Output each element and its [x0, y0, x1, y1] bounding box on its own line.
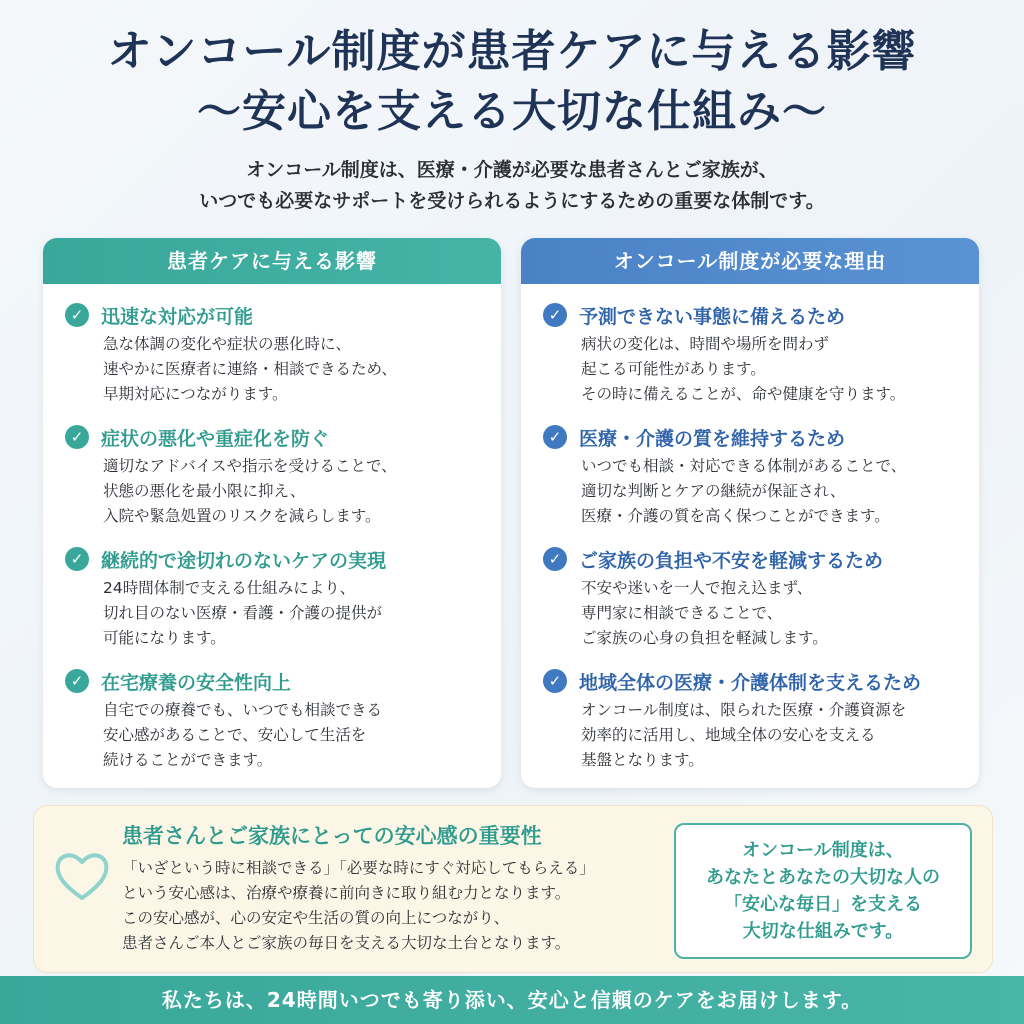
body-line: 患者さんご本人とご家族の毎日を支える大切な土台となります。	[122, 934, 571, 952]
check-circle-icon: ✓	[65, 669, 89, 693]
body-line: 医療・介護の質を高く保つことができます。	[581, 507, 890, 525]
reason-item-title: ご家族の負担や不安を軽減するため	[579, 549, 884, 572]
impact-item-body	[65, 698, 483, 773]
page-title	[0, 22, 1024, 142]
check-circle-icon: ✓	[543, 547, 567, 571]
body-line: 急な体調の変化や症状の悪化時に、	[103, 335, 352, 353]
impact-item-body	[65, 576, 483, 651]
reason-item-body	[543, 454, 961, 529]
body-line: 可能になります。	[103, 629, 226, 647]
body-line: オンコール制度は、限られた医療・介護資源を	[581, 701, 907, 719]
reasons-card	[521, 238, 979, 788]
body-line: 24時間体制で支える仕組みにより、	[103, 579, 356, 597]
check-circle-icon: ✓	[543, 425, 567, 449]
callout-line: 大切な仕組みです。	[742, 921, 904, 942]
reassurance-title: 患者さんとご家族にとっての安心感の重要性	[122, 824, 542, 848]
intro-text	[0, 155, 1024, 217]
body-line: その時に備えることが、命や健康を守ります。	[581, 385, 906, 403]
callout-line: 「安心な毎日」を支える	[724, 894, 922, 915]
check-circle-icon: ✓	[543, 669, 567, 693]
body-line: 病状の変化は、時間や場所を問わず	[581, 335, 830, 353]
reason-item-body	[543, 698, 961, 773]
reassurance-body	[122, 856, 595, 956]
callout-line: あなたとあなたの大切な人の	[706, 867, 940, 888]
heart-icon	[52, 846, 112, 906]
body-line: 基盤となります。	[581, 751, 704, 769]
body-line: 適切な判断とケアの継続が保証され、	[581, 482, 846, 500]
impact-item-title: 在宅療養の安全性向上	[101, 671, 292, 694]
check-circle-icon: ✓	[543, 303, 567, 327]
body-line: いつでも相談・対応できる体制があることで、	[581, 457, 907, 475]
reason-item	[543, 542, 961, 650]
reason-item-title: 医療・介護の質を維持するため	[579, 427, 846, 450]
reasons-card-header: オンコール制度が必要な理由	[521, 238, 979, 284]
reason-item-body	[543, 576, 961, 651]
footer-banner: 私たちは、24時間いつでも寄り添い、安心と信頼のケアをお届けします。	[0, 976, 1024, 1024]
body-line: 起こる可能性があります。	[581, 360, 766, 378]
impact-item	[65, 542, 483, 650]
body-line: 続けることができます。	[103, 751, 273, 769]
body-line: 早期対応につながります。	[103, 385, 288, 403]
body-line: 安心感があることで、安心して生活を	[103, 726, 367, 744]
body-line: 速やかに医療者に連絡・相談できるため、	[103, 360, 397, 378]
body-line: 不安や迷いを一人で抱え込まず、	[581, 579, 813, 597]
check-circle-icon: ✓	[65, 425, 89, 449]
body-line: 専門家に相談できることで、	[581, 604, 783, 622]
impact-item	[65, 664, 483, 772]
impact-item-title: 継続的で途切れのないケアの実現	[101, 549, 387, 572]
body-line: 自宅での療養でも、いつでも相談できる	[103, 701, 383, 719]
body-line: という安心感は、治療や療養に前向きに取り組む力となります。	[122, 884, 571, 902]
reason-item-body	[543, 332, 961, 407]
body-line: 状態の悪化を最小限に抑え、	[103, 482, 306, 500]
body-line: 切れ目のない医療・看護・介護の提供が	[103, 604, 383, 622]
reason-item-title: 地域全体の医療・介護体制を支えるため	[579, 671, 922, 694]
reason-item	[543, 420, 961, 528]
reason-item-title: 予測できない事態に備えるため	[579, 305, 846, 328]
body-line: 入院や緊急処置のリスクを減らします。	[103, 507, 381, 525]
impact-item	[65, 298, 483, 406]
impact-item-body	[65, 454, 483, 529]
body-line: 効率的に活用し、地域全体の安心を支える	[581, 726, 876, 744]
impact-card	[43, 238, 501, 788]
body-line: ご家族の心身の負担を軽減します。	[581, 629, 828, 647]
impact-item-body	[65, 332, 483, 407]
check-circle-icon: ✓	[65, 303, 89, 327]
reason-item	[543, 298, 961, 406]
impact-item-title: 症状の悪化や重症化を防ぐ	[101, 427, 330, 450]
body-line: 「いざという時に相談できる」「必要な時にすぐ対応してもらえる」	[122, 859, 595, 877]
intro-line-2: いつでも必要なサポートを受けられるようにするための重要な体制です。	[199, 190, 825, 212]
title-line-2: 〜安心を支える大切な仕組み〜	[197, 86, 827, 137]
impact-item	[65, 420, 483, 528]
check-circle-icon: ✓	[65, 547, 89, 571]
reassurance-box	[33, 805, 993, 973]
intro-line-1: オンコール制度は、医療・介護が必要な患者さんとご家族が、	[246, 159, 778, 181]
impact-item-title: 迅速な対応が可能	[101, 305, 254, 328]
title-line-1: オンコール制度が患者ケアに与える影響	[107, 26, 917, 77]
callout-line: オンコール制度は、	[742, 840, 904, 861]
body-line: この安心感が、心の安定や生活の質の向上につながり、	[122, 909, 510, 927]
callout-box	[674, 823, 972, 959]
body-line: 適切なアドバイスや指示を受けることで、	[103, 457, 397, 475]
reason-item	[543, 664, 961, 772]
impact-card-header: 患者ケアに与える影響	[43, 238, 501, 284]
